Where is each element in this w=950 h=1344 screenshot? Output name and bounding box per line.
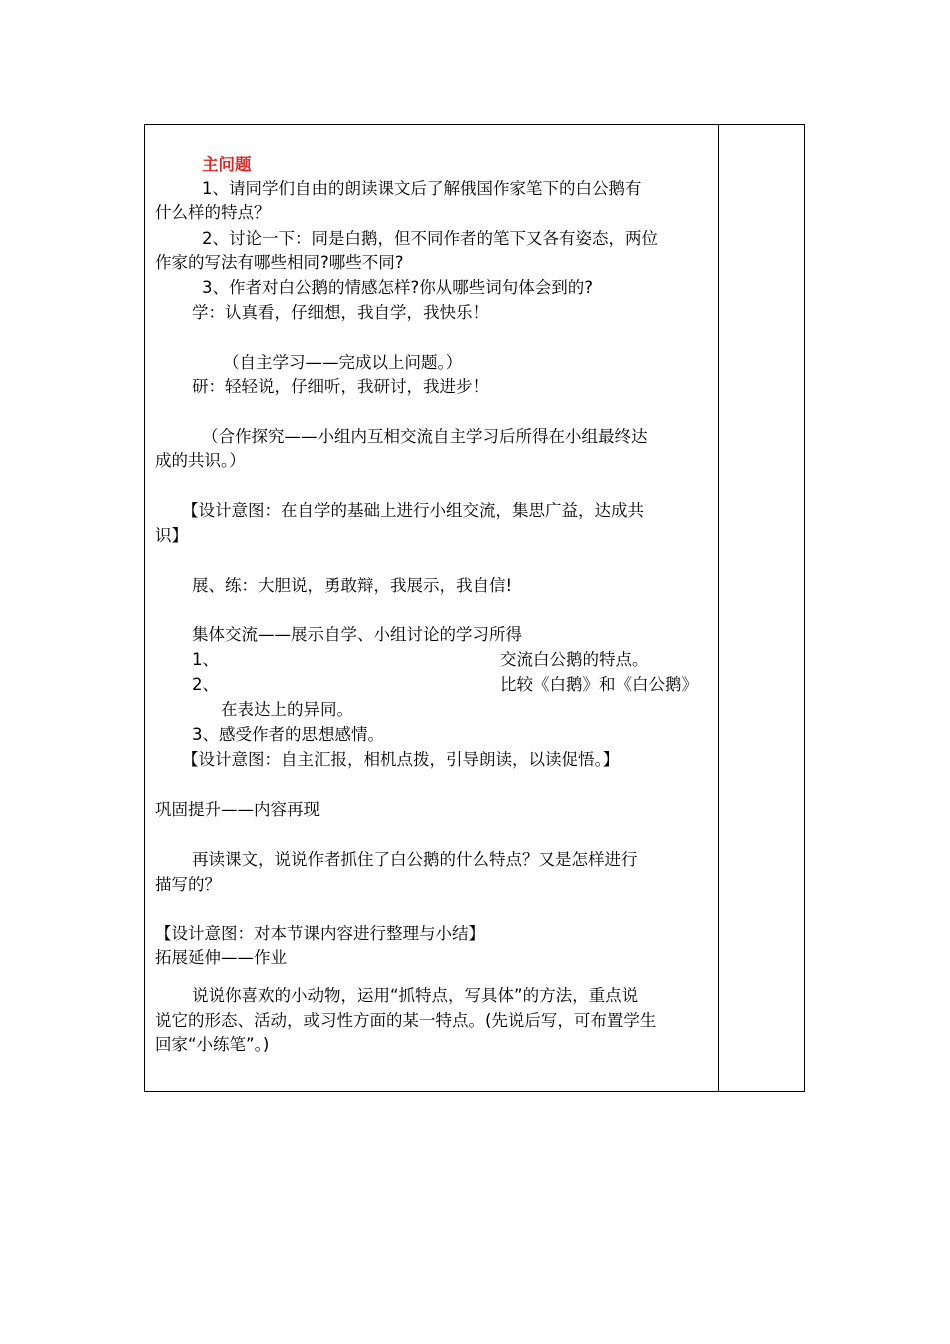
collective-exchange: 集体交流——展示自学、小组讨论的学习所得	[192, 625, 522, 644]
design-intent-1-line-2: 识】	[155, 526, 188, 545]
main-question-heading: 主问题	[202, 155, 252, 174]
question-2-line-2: 作家的写法有哪些相同?哪些不同?	[155, 253, 404, 272]
question-1-line-1: 1、请同学们自由的朗读课文后了解俄国作家笔下的白公鹅有	[202, 179, 642, 198]
question-3-line-1: 3、作者对白公鹅的情感怎样?你从哪些词句体会到的?	[202, 278, 594, 297]
self-study-note: （自主学习——完成以上问题。）	[223, 353, 463, 372]
study-xue: 学：认真看，仔细想，我自学，我快乐！	[192, 303, 489, 322]
lesson-plan-table	[144, 124, 805, 1092]
cooperative-line-2: 成的共识。）	[155, 451, 246, 470]
design-intent-3: 【设计意图：对本节课内容进行整理与小结】	[155, 924, 485, 943]
extend-title: 拓展延伸——作业	[155, 948, 287, 967]
item-2-number: 2、	[192, 675, 219, 694]
reread-line-2: 描写的？	[155, 875, 221, 894]
question-1-line-2: 什么样的特点？	[155, 203, 271, 222]
homework-line-1: 说说你喜欢的小动物，运用“抓特点，写具体”的方法，重点说	[192, 986, 639, 1005]
main-content-cell	[145, 125, 718, 1091]
item-3: 3、感受作者的思想感情。	[192, 725, 384, 744]
item-1-number: 1、	[192, 650, 219, 669]
study-yan: 研：轻轻说，仔细听，我研讨，我进步！	[192, 377, 489, 396]
cooperative-line-1: （合作探究——小组内互相交流自主学习后所得在小组最终达	[202, 427, 648, 446]
notes-cell	[719, 125, 805, 1091]
design-intent-2: 【设计意图：自主汇报，相机点拨，引导朗读，以读促悟。】	[182, 750, 620, 769]
item-2-text: 比较《白鹅》和《白公鹅》	[500, 675, 698, 694]
item-1-text: 交流白公鹅的特点。	[500, 650, 649, 669]
consolidate-title: 巩固提升——内容再现	[155, 800, 320, 819]
item-2-continuation: 在表达上的异同。	[221, 700, 353, 719]
show-practice: 展、练：大胆说，勇敢辩，我展示，我自信!	[192, 576, 513, 595]
question-2-line-1: 2、讨论一下：同是白鹅，但不同作者的笔下又各有姿态，两位	[202, 229, 658, 248]
homework-line-2: 说它的形态、活动，或习性方面的某一特点。(先说后写，可布置学生	[155, 1011, 657, 1030]
design-intent-1-line-1: 【设计意图：在自学的基础上进行小组交流，集思广益，达成共	[182, 501, 644, 520]
reread-line-1: 再读课文，说说作者抓住了白公鹅的什么特点？又是怎样进行	[192, 850, 638, 869]
homework-line-3: 回家“小练笔”。)	[155, 1035, 270, 1054]
